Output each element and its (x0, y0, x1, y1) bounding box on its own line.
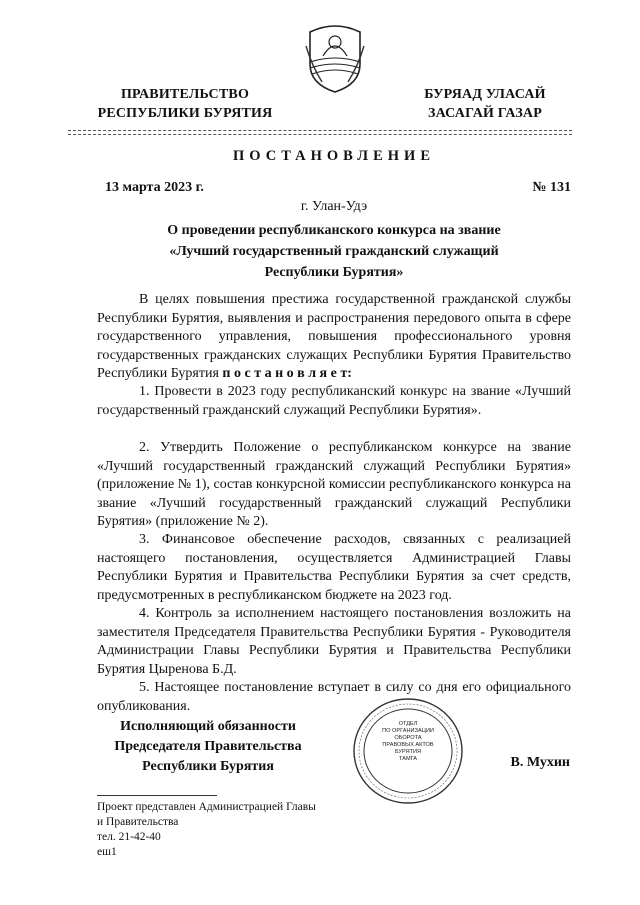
paragraph-2: 2. Утвердить Положение о республиканском конкурсе на звание «Лучший государственный гражданский служащий Республики Бурятия» (приложение № 1), состав конкурсной комиссии республиканского конкурса на звание «Лучший государственный гражданский служащий Республики Бурятия» (приложение № 2). (97, 440, 571, 530)
stamp-line2: ПО ОРГАНИЗАЦИИ (382, 728, 434, 734)
org-name-russian (90, 85, 280, 123)
resolves-word: п о с т а н о в л я е т: (222, 366, 352, 382)
preamble-text: В целях повышения престижа государственной гражданской службы Республики Бурятия, выявления и распространения передового опыта в сфере государственного управления, повышения профессионального уровня государственных гражданских служащих Республики Бурятия Правительство Республики Бурятия (97, 292, 571, 382)
footer-divider (97, 795, 217, 796)
document-number: № 131 (532, 180, 571, 195)
paragraph-3: 3. Финансовое обеспечение расходов, связанных с реализацией настоящего постановления, осуществляется Администрацией Главы Республики Бурятия и Правительства Республики Бурятия за счет средств, предусмотренных в республиканском бюджете на 2023 год. (97, 532, 571, 603)
official-stamp (352, 697, 464, 805)
org-name-line1: ПРАВИТЕЛЬСТВО (120, 87, 250, 102)
paragraph-5: 5. Настоящее постановление вступает в силу со дня его официального опубликования. (97, 680, 571, 714)
stamp-line3: ОБОРОТА (394, 735, 422, 741)
org-name-line2: РЕСПУБЛИКИ БУРЯТИЯ (97, 106, 273, 121)
footer-note (97, 800, 367, 860)
header-divider (68, 130, 572, 131)
subject-line3: Республики Бурятия» (264, 265, 404, 280)
org-name-buryat-line1: БУРЯАД УЛАСАЙ (424, 87, 546, 102)
footer-line1: Проект представлен Администрацией Главы (97, 801, 316, 813)
header-divider-2 (68, 134, 572, 135)
signatory-title (100, 717, 316, 777)
footer-code: еш1 (97, 846, 117, 858)
stamp-line5: БУРЯТИЯ (394, 749, 422, 755)
preamble-paragraph (97, 291, 571, 384)
stamp-line4: ПРАВОВЫХ АКТОВ (382, 742, 434, 748)
org-name-buryat (395, 85, 575, 123)
subject-line1: О проведении республиканского конкурса на звание (167, 223, 501, 238)
signatory-name: В. Мухин (510, 755, 570, 770)
stamp-line6: ТАМГА (398, 756, 417, 762)
document-type: ПОСТАНОВЛЕНИЕ (232, 148, 435, 164)
document-date: 13 марта 2023 г. (105, 180, 204, 195)
footer-phone: тел. 21-42-40 (97, 831, 161, 843)
signatory-line3: Республики Бурятия (142, 759, 274, 774)
subject-line2: «Лучший государственный гражданский служащий (169, 244, 499, 259)
paragraph-1: 1. Провести в 2023 году республиканский конкурс на звание «Лучший государственный гражданский служащий Республики Бурятия». (97, 384, 571, 418)
stamp-line1: ОТДЕЛ (398, 721, 418, 727)
paragraph-4: 4. Контроль за исполнением настоящего постановления возложить на заместителя Председателя Правительства Республики Бурятия - Руководителя Администрации Главы Республики Бурятия и Правительства Республики Бурятия Цыренова Б.Д. (97, 606, 571, 677)
footer-line2: и Правительства (97, 816, 179, 828)
signatory-line2: Председателя Правительства (114, 739, 302, 754)
signatory-line1: Исполняющий обязанности (120, 719, 296, 734)
coat-of-arms-icon (304, 22, 366, 94)
document-city: г. Улан-Удэ (300, 199, 368, 214)
document-subject (97, 220, 571, 283)
org-name-buryat-line2: ЗАСАГАЙ ГАЗАР (427, 106, 542, 121)
